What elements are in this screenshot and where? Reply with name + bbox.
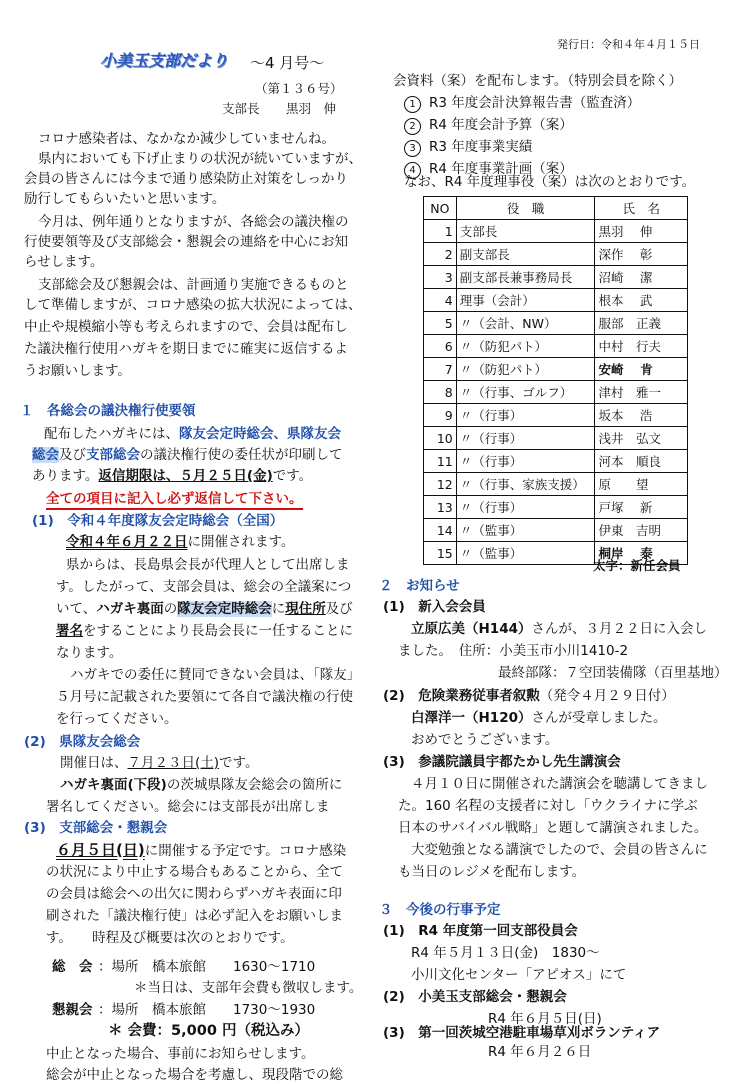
sec3-1-line: R4 年５月１３日(金) 1830～ [411, 945, 600, 961]
officer-name: 伊東 吉明 [595, 519, 688, 542]
sec1-1-line: ５月号に記載された要領にて各自で議決権の行使 [56, 689, 353, 705]
sec1-2-line: 署名してください。総会には支部長が出席しま [46, 799, 330, 815]
officer-number: 1 [424, 220, 457, 243]
sub-heading-1-1: (1) 令和４年度隊友会定時総会（全国） [32, 513, 284, 529]
officer-name: 坂本 浩 [595, 404, 688, 427]
sec1-1-line: す。したがって、支部会員は、総会の全議案につ [56, 579, 352, 595]
intro-line: た議決権行使用ハガキを期日までに確実に返信するよ [24, 341, 348, 357]
reply-deadline: 返信期限は、５月２５日(金) [98, 468, 273, 484]
document-list-item: 4 R4 年度事業計画（案） [404, 160, 573, 179]
officer-number: 3 [424, 266, 457, 289]
officer-number: 12 [424, 473, 457, 496]
closing-line: 総会が中止となった場合を考慮し、現段階での総 [46, 1067, 343, 1083]
table-row [424, 266, 688, 289]
sec1-1-line: ハガキでの委任に賛同できない会員は、「隊友」 [70, 667, 361, 683]
circled-number-icon: 3 [404, 140, 421, 157]
sec3-1-line: 小川文化センター「アピオス」にて [411, 967, 627, 983]
officer-role: 〃（行事） [456, 450, 595, 473]
warning-text: 全ての項目に記入し必ず返信して下さい。 [46, 490, 303, 510]
intro-line: コロナ感染者は、なかなか減少していませんね。 [38, 131, 335, 147]
intro-line: 励行してもらいたいと思います。 [24, 191, 226, 207]
officer-role: 〃（行事） [456, 427, 595, 450]
table-row [424, 496, 688, 519]
sec1-1-line: を行ってください。 [56, 711, 178, 727]
officer-name: 浅井 弘文 [595, 427, 688, 450]
officer-role: 〃（監事） [456, 542, 595, 565]
sec1-1-line: なります。 [56, 645, 123, 661]
table-row [424, 312, 688, 335]
sec2-2-line: 白澤洋一（H120）さんが受章しました。 [411, 710, 667, 726]
author-name: 黒羽 伸 [286, 101, 337, 116]
officer-role: 〃（監事） [456, 519, 595, 542]
sec1-3-line: の会員は総会への出欠に関わらずハガキ表面に印 [46, 886, 342, 902]
officer-name: 服部 正義 [595, 312, 688, 335]
officer-role: 〃（会計、NW） [456, 312, 595, 335]
sec1-3-line: ６月５日(日)に開催する予定です。コロナ感染 [56, 841, 347, 859]
sec3-3-date: R4 年６月２６日 [488, 1044, 592, 1060]
officer-name: 原 望 [595, 473, 688, 496]
right-top-line: 会資料（案）を配布します。（特別会員を除く） [393, 73, 683, 89]
officer-name: 桐岸 泰 [595, 542, 688, 565]
circled-number-icon: 2 [404, 118, 421, 135]
intro-line: うお願いします。 [24, 363, 131, 379]
newsletter-title: 小美玉支部だより [100, 51, 229, 70]
sec1-3-line: す。 時程及び概要は次のとおりです。 [46, 930, 294, 946]
officer-role: 理事（会計） [456, 289, 595, 312]
officer-role: 副支部長 [456, 243, 595, 266]
sec2-3-line: 日本のサバイバル戦略」と題して講演されました。 [398, 820, 708, 836]
table-row [424, 335, 688, 358]
intro-line: 中止や規模縮小等も考えられますので、会員は配布し [24, 319, 348, 335]
schedule-general-note: ＊当日は、支部年会費も徴収します。 [134, 980, 363, 996]
officer-number: 6 [424, 335, 457, 358]
table-row [424, 289, 688, 312]
officer-number: 5 [424, 312, 457, 335]
table-note: 太字：新任会員 [593, 558, 681, 573]
sec1-1-line: いて、ハガキ裏面の隊友会定時総会に現住所及び [56, 601, 353, 617]
sub-heading-2-2: (2) 危険業務従事者叙勲（発令４月２９日付） [383, 688, 675, 704]
column-header: 氏 名 [595, 197, 688, 220]
officer-number: 2 [424, 243, 457, 266]
sec2-3-line: ４月１０日に開催された講演会を聴講してきまし [411, 776, 708, 792]
sub-heading-2-3: (3) 参議院議員宇都たかし先生講演会 [383, 754, 621, 770]
sec2-1-line: 最終部隊：７空団装備隊（百里基地） [498, 665, 728, 681]
section-3-heading: ３ 今後の行事予定 [379, 902, 501, 918]
sec1-2-line: ハガキ裏面(下段)の茨城県隊友会総会の箇所に [60, 777, 343, 793]
table-row [424, 519, 688, 542]
document-list-item: 3 R3 年度事業実績 [404, 138, 532, 157]
officer-name: 河本 順良 [595, 450, 688, 473]
table-row [424, 243, 688, 266]
document-list-item: 2 R4 年度会計予算（案） [404, 116, 573, 135]
table-row [424, 450, 688, 473]
schedule-party-label: 懇親会 [52, 1002, 93, 1018]
schedule-party-detail: ：場所 橋本旅館 1730～1930 [98, 1002, 316, 1018]
table-header-row [424, 197, 688, 220]
author-role: 支部長 [222, 101, 260, 116]
sec2-3-line: も当日のレジメを配布します。 [398, 864, 586, 880]
column-header: NO [424, 197, 457, 220]
section-2-heading: ２ お知らせ [379, 578, 460, 594]
officer-name: 根本 武 [595, 289, 688, 312]
officer-number: 10 [424, 427, 457, 450]
table-row [424, 381, 688, 404]
officer-number: 7 [424, 358, 457, 381]
right-top-line: なお、R4 年度理事役（案）は次のとおりです。 [404, 174, 696, 190]
table-row [424, 404, 688, 427]
sec2-2-line: おめでとうございます。 [411, 732, 559, 748]
officer-name: 戸塚 新 [595, 496, 688, 519]
sub-heading-3-1: (1) R4 年度第一回支部役員会 [383, 923, 578, 939]
closing-line: 中止となった場合、事前にお知らせします。 [46, 1046, 315, 1062]
sub-heading-1-2: (2) 県隊友会総会 [24, 734, 141, 750]
sec1-3-line: 刷された「議決権行使」は必ず記入をお願いしま [46, 908, 343, 924]
officer-number: 8 [424, 381, 457, 404]
sec1-paragraph: 配布したハガキには、隊友会定時総会、県隊友会 [44, 426, 341, 442]
sub-heading-3-3: (3) 第一回茨城空港駐車場草刈ボランティア [383, 1025, 661, 1041]
officers-table [423, 196, 688, 565]
sub-heading-1-3: (3) 支部総会・懇親会 [24, 820, 168, 836]
officer-number: 15 [424, 542, 457, 565]
schedule-general-detail: ：場所 橋本旅館 1630～1710 [98, 959, 316, 975]
sec2-1-line: ました。 住所：小美玉市小川1410-2 [398, 643, 629, 659]
intro-line: 会員の皆さんには今まで通り感染防止対策をしっかり [24, 171, 348, 187]
intro-line: 支部総会及び懇親会は、計画通り実施できるものと [38, 277, 349, 293]
document-list-item: 1 R3 年度会計決算報告書（監査済） [404, 94, 640, 113]
officer-number: 4 [424, 289, 457, 312]
officer-number: 14 [424, 519, 457, 542]
intro-line: 県内においても下げ止まりの状況が続いていますが、 [38, 151, 362, 167]
officer-number: 13 [424, 496, 457, 519]
sec2-3-line: た。160 名程の支援者に対し「ウクライナに学ぶ [398, 798, 698, 814]
officer-role: 〃（行事） [456, 496, 595, 519]
sec3-2-date: R4 年６月５日(日) [488, 1011, 602, 1027]
officer-role: 〃（行事、ゴルフ） [456, 381, 595, 404]
officer-name: 深作 彰 [595, 243, 688, 266]
table-row [424, 473, 688, 496]
sec1-paragraph: あります。返信期限は、５月２５日(金)です。 [32, 468, 313, 484]
officer-number: 9 [424, 404, 457, 427]
sec1-1-line: 県からは、長島県会長が代理人として出席しま [66, 557, 350, 573]
party-fee: ＊ 会費：5,000 円（税込み） [108, 1023, 309, 1039]
sec1-paragraph: 総会及び支部総会の議決権行使の委任状が印刷して [32, 447, 343, 463]
officer-name: 黒羽 伸 [595, 220, 688, 243]
section-1-heading: １ 各総会の議決権行使要領 [20, 403, 196, 419]
intro-line: 行使要領等及び支部総会・懇親会の連絡を中心にお知 [24, 234, 348, 250]
officer-name: 津村 雅一 [595, 381, 688, 404]
issue-month: ～4 月号～ [250, 54, 325, 72]
officer-name: 中村 行夫 [595, 335, 688, 358]
officer-role: 〃（防犯パト） [456, 358, 595, 381]
officer-role: 支部長 [456, 220, 595, 243]
sec2-1-line: 立原広美（H144）さんが、３月２２日に入会し [411, 621, 707, 637]
intro-line: 今月は、例年通りとなりますが、各総会の議決権の [38, 214, 349, 230]
sec1-3-line: の状況により中止する場合もあることから、全て [46, 864, 343, 880]
sec1-1-line: 令和４年６月２２日に開催されます。 [66, 534, 295, 550]
sec1-2-line: 開催日は、７月２３日(土)です。 [60, 755, 259, 771]
officer-number: 11 [424, 450, 457, 473]
officer-role: 副支部長兼事務局長 [456, 266, 595, 289]
officer-role: 〃（行事、家族支援） [456, 473, 595, 496]
sub-heading-2-1: (1) 新入会会員 [383, 599, 486, 615]
officer-role: 〃（行事） [456, 404, 595, 427]
intro-line: して準備しますが、コロナ感染の拡大状況によっては、 [24, 297, 362, 313]
sub-heading-3-2: (2) 小美玉支部総会・懇親会 [383, 989, 567, 1005]
circled-number-icon: 1 [404, 96, 421, 113]
intro-line: らせします。 [24, 254, 104, 270]
officer-name: 安崎 肯 [595, 358, 688, 381]
issue-date: 発行日：令和４年４月１５日 [557, 38, 700, 51]
circled-number-icon: 4 [404, 162, 421, 179]
issue-number: （第１３６号） [255, 81, 343, 96]
sec1-1-line: 署名をすることにより長島会長に一任することに [56, 623, 353, 639]
table-row [424, 220, 688, 243]
schedule-general-label: 総 会 [52, 959, 93, 975]
officer-role: 〃（防犯パト） [456, 335, 595, 358]
column-header: 役 職 [456, 197, 595, 220]
table-row [424, 358, 688, 381]
officer-name: 沼崎 潔 [595, 266, 688, 289]
sec2-3-line: 大変勉強となる講演でしたので、会員の皆さんに [411, 842, 708, 858]
table-row [424, 427, 688, 450]
